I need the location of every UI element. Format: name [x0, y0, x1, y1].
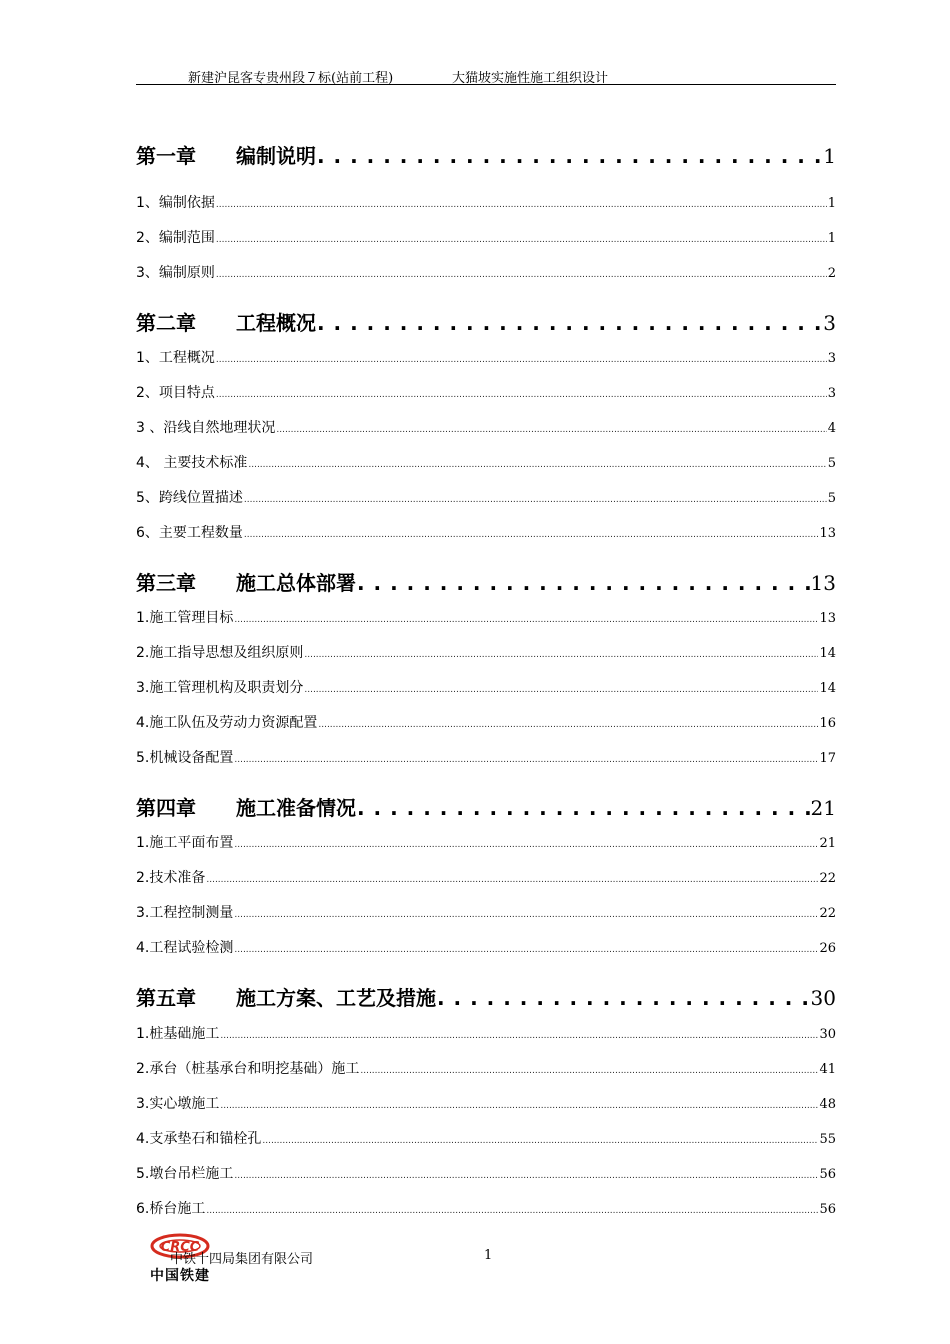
header-project: 新建沪昆客专贵州段７标(站前工程) — [188, 71, 394, 86]
toc-leader-dots — [437, 986, 810, 1010]
toc-entry-title: 1.施工平面布置 — [136, 835, 234, 851]
toc-entry-title: 5.机械设备配置 — [136, 750, 234, 766]
toc-entry-title: 施工方案、工艺及措施 — [236, 986, 436, 1010]
toc-leader-dots — [360, 1061, 818, 1077]
toc-leader-dots — [216, 350, 827, 366]
toc-leader-dots — [234, 750, 818, 766]
toc-chapter-number: 第四章 — [136, 796, 196, 820]
toc-page-number: 3 — [827, 351, 836, 366]
toc-page-number: 1 — [823, 144, 836, 168]
toc-page-number: 26 — [819, 941, 836, 956]
toc-entry-title: 2、项目特点 — [136, 385, 215, 401]
toc-page-number: 16 — [819, 716, 836, 731]
toc-entry-title: 4、 主要技术标准 — [136, 455, 248, 471]
toc-entry-title: 6.桥台施工 — [136, 1201, 206, 1217]
toc-page-number: 3 — [823, 311, 836, 335]
page-header — [136, 66, 836, 85]
toc-entry-title: 4.支承垫石和锚栓孔 — [136, 1131, 262, 1147]
toc-entry-title: 5.墩台吊栏施工 — [136, 1166, 234, 1182]
toc-leader-dots — [206, 870, 818, 886]
toc-page-number: 14 — [819, 681, 836, 696]
toc-entry-title: 2.施工指导思想及组织原则 — [136, 645, 304, 661]
toc-chapter-number: 第五章 — [136, 986, 196, 1010]
toc-page-number: 48 — [819, 1097, 836, 1112]
toc-leader-dots — [220, 1096, 818, 1112]
toc-section-row[interactable] — [136, 382, 836, 402]
toc-chapter-number: 第三章 — [136, 571, 196, 595]
toc-leader-dots — [244, 490, 827, 506]
page-footer — [150, 1232, 850, 1292]
toc-entry-title: 施工总体部署 — [236, 571, 356, 595]
toc-entry-title: 2.技术准备 — [136, 870, 206, 886]
toc-leader-dots — [206, 1201, 818, 1217]
toc-leader-dots — [216, 385, 827, 401]
toc-page-number: 3 — [827, 386, 836, 401]
toc-leader-dots — [318, 715, 818, 731]
toc-section-row[interactable] — [136, 867, 836, 887]
toc-section-row[interactable] — [136, 1093, 836, 1113]
svg-text:CRCC: CRCC — [160, 1240, 200, 1255]
toc-entry-title: 工程概况 — [236, 311, 316, 335]
toc-entry-title: 1、工程概况 — [136, 350, 215, 366]
toc-page-number: 56 — [819, 1167, 836, 1182]
toc-leader-dots — [216, 195, 827, 211]
toc-page-number: 4 — [827, 421, 836, 436]
toc-leader-dots — [234, 835, 818, 851]
toc-page-number: 22 — [819, 871, 836, 886]
toc-page-number: 14 — [819, 646, 836, 661]
toc-section-row[interactable] — [136, 747, 836, 767]
toc-page-number: 17 — [819, 751, 836, 766]
toc-leader-dots — [304, 680, 818, 696]
toc-page-number: 2 — [827, 266, 836, 281]
toc-leader-dots — [216, 265, 827, 281]
toc-entry-title: 编制说明 — [236, 144, 316, 168]
toc-leader-dots — [234, 940, 818, 956]
toc-entry-title: 1.施工管理目标 — [136, 610, 234, 626]
toc-section-row[interactable] — [136, 937, 836, 957]
toc-section-row[interactable] — [136, 607, 836, 627]
toc-page-number: 1 — [827, 196, 836, 211]
toc-entry-title: 施工准备情况 — [236, 796, 356, 820]
toc-chapter-row[interactable] — [136, 307, 836, 336]
toc-section-row[interactable] — [136, 677, 836, 697]
toc-section-row[interactable] — [136, 452, 836, 472]
toc-entry-title: 2.承台（桩基承台和明挖基础）施工 — [136, 1061, 360, 1077]
toc-entry-title: 4.施工队伍及劳动力资源配置 — [136, 715, 318, 731]
toc-page-number: 21 — [810, 796, 836, 820]
footer-page-number: 1 — [484, 1248, 493, 1263]
toc-page-number: 13 — [810, 571, 836, 595]
toc-section-row[interactable] — [136, 417, 836, 437]
toc-leader-dots — [357, 796, 810, 820]
toc-page-number: 5 — [827, 491, 836, 506]
toc-section-row[interactable] — [136, 1128, 836, 1148]
toc-leader-dots — [234, 610, 818, 626]
toc-page-number: 13 — [819, 611, 836, 626]
toc-entry-title: 3.工程控制测量 — [136, 905, 234, 921]
logo-text: 中国铁建 — [150, 1268, 210, 1284]
toc-chapter-row[interactable] — [136, 982, 836, 1011]
toc-page-number: 56 — [819, 1202, 836, 1217]
toc-leader-dots — [357, 571, 810, 595]
toc-leader-dots — [262, 1131, 818, 1147]
toc-section-row[interactable] — [136, 227, 836, 247]
toc-page-number: 5 — [827, 456, 836, 471]
toc-leader-dots — [317, 144, 822, 168]
toc-chapter-number: 第二章 — [136, 311, 196, 335]
toc-entry-title: 3、编制原则 — [136, 265, 215, 281]
toc-section-row[interactable] — [136, 1023, 836, 1043]
toc-page-number: 41 — [819, 1062, 836, 1077]
toc-section-row[interactable] — [136, 902, 836, 922]
toc-chapter-row[interactable] — [136, 567, 836, 596]
toc-leader-dots — [234, 1166, 818, 1182]
toc-section-row[interactable] — [136, 642, 836, 662]
toc-leader-dots — [220, 1026, 818, 1042]
toc-entry-title: 3.实心墩施工 — [136, 1096, 220, 1112]
toc-entry-title: 1.桩基础施工 — [136, 1026, 220, 1042]
toc-section-row[interactable] — [136, 522, 836, 542]
toc-leader-dots — [244, 525, 819, 541]
toc-leader-dots — [276, 420, 826, 436]
toc-page-number: 22 — [819, 906, 836, 921]
toc-section-row[interactable] — [136, 347, 836, 367]
toc-chapter-row[interactable] — [136, 792, 836, 821]
toc-section-row[interactable] — [136, 487, 836, 507]
toc-section-row[interactable] — [136, 192, 836, 212]
toc-page-number: 30 — [810, 986, 836, 1010]
toc-entry-title: 4.工程试验检测 — [136, 940, 234, 956]
toc-section-row[interactable] — [136, 712, 836, 732]
toc-entry-title: 2、编制范围 — [136, 230, 215, 246]
toc-leader-dots — [216, 230, 827, 246]
toc-section-row[interactable] — [136, 1058, 836, 1078]
toc-entry-title: 1、编制依据 — [136, 195, 215, 211]
toc-entry-title: 3 、沿线自然地理状况 — [136, 420, 276, 436]
toc-section-row[interactable] — [136, 1198, 836, 1218]
toc-entry-title: 6、主要工程数量 — [136, 525, 243, 541]
footer-company: 中铁十四局集团有限公司 — [170, 1252, 314, 1267]
toc-chapter-row[interactable] — [136, 140, 836, 169]
toc-page-number: 55 — [819, 1132, 836, 1147]
toc-section-row[interactable] — [136, 262, 836, 282]
toc-page-number: 1 — [827, 231, 836, 246]
toc-section-row[interactable] — [136, 832, 836, 852]
header-document-title: 大猫坡实施性施工组织设计 — [452, 71, 609, 86]
toc-entry-title: 5、跨线位置描述 — [136, 490, 243, 506]
toc-leader-dots — [248, 455, 826, 471]
toc-page-number: 21 — [819, 836, 836, 851]
toc-page-number: 30 — [819, 1027, 836, 1042]
toc-leader-dots — [304, 645, 818, 661]
toc-leader-dots — [234, 905, 818, 921]
toc-chapter-number: 第一章 — [136, 144, 196, 168]
toc-page-number: 13 — [819, 526, 836, 541]
toc-leader-dots — [317, 311, 822, 335]
toc-section-row[interactable] — [136, 1163, 836, 1183]
toc-entry-title: 3.施工管理机构及职责划分 — [136, 680, 304, 696]
